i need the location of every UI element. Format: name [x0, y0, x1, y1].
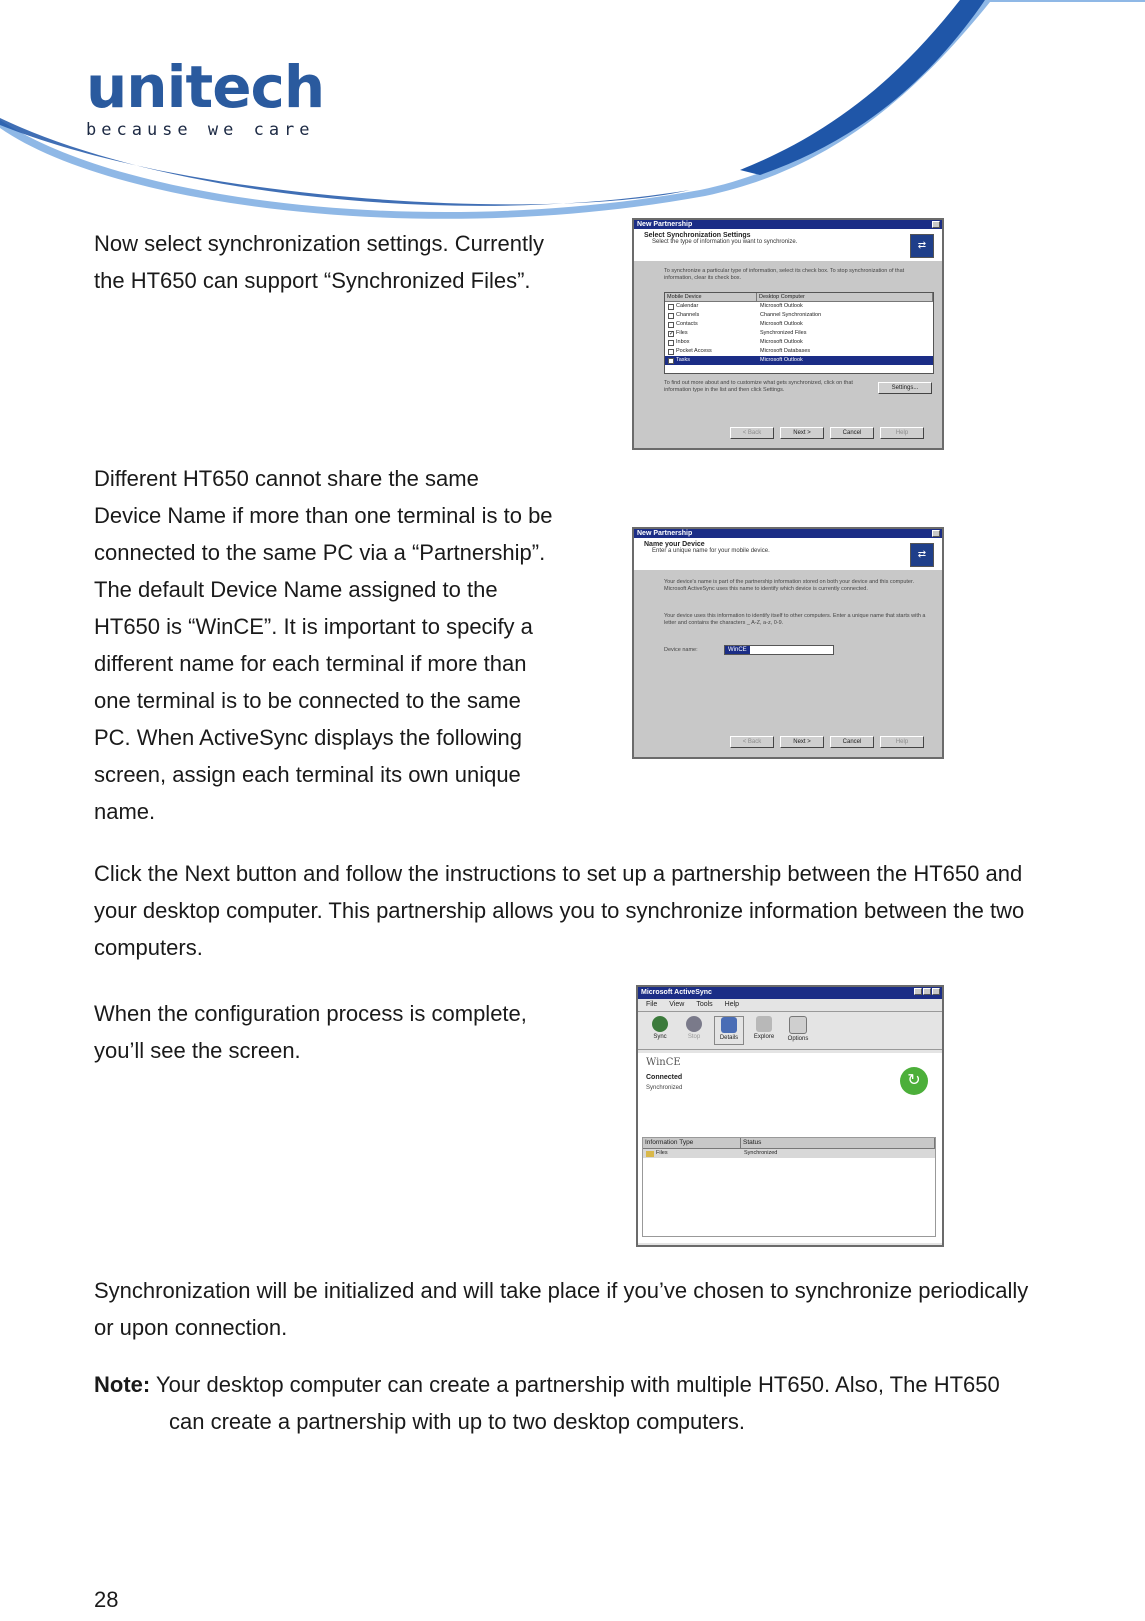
paragraph-sync-settings — [94, 225, 614, 299]
text-line: Device Name if more than one terminal is to be — [94, 503, 553, 528]
help-button[interactable]: Help — [880, 736, 924, 748]
text-line: or upon connection. — [94, 1315, 288, 1340]
menu-file[interactable]: File — [646, 1001, 658, 1008]
text-line: the HT650 can support “Synchronized Files”. — [94, 268, 531, 293]
dialog-intro-text: To synchronize a particular type of information, select its check box. To stop synchronization of that information, clear its check box. — [664, 268, 905, 281]
sync-icon: ⇄ — [910, 234, 934, 258]
text-line: computers. — [94, 935, 203, 960]
stop-icon — [686, 1016, 702, 1032]
device-name: WinCE — [646, 1057, 681, 1068]
text-line: one terminal is to be connected to the same — [94, 688, 521, 713]
checkbox[interactable] — [668, 358, 674, 364]
sync-types-table — [664, 292, 934, 374]
text-line: HT650 is “WinCE”. It is important to specify a — [94, 614, 533, 639]
checkbox-checked[interactable]: ✓ — [669, 330, 675, 337]
details-icon — [721, 1017, 737, 1033]
sync-icon: ⇄ — [910, 543, 934, 567]
device-name-value: WinCE — [725, 646, 750, 654]
note-line-indented: can create a partnership with up to two desktop computers. — [169, 1409, 745, 1434]
menu-tools[interactable]: Tools — [696, 1001, 713, 1008]
back-button[interactable]: < Back — [730, 736, 774, 748]
text-line: Now select synchronization settings. Currently — [94, 231, 544, 256]
note-block — [94, 1366, 1139, 1440]
options-tool-button[interactable]: Options — [784, 1016, 812, 1045]
back-button[interactable]: < Back — [730, 427, 774, 439]
maximize-icon — [923, 988, 931, 995]
note-text: Your desktop computer can create a partnership with multiple HT650. Also, The HT650 — [150, 1372, 1000, 1397]
text-line: The default Device Name assigned to the — [94, 577, 498, 602]
sync-status: Synchronized — [646, 1085, 683, 1091]
checkbox[interactable] — [668, 304, 674, 310]
help-button[interactable]: Help — [880, 427, 924, 439]
cancel-button[interactable]: Cancel — [830, 427, 874, 439]
connection-status: Connected — [646, 1074, 683, 1081]
settings-button[interactable]: Settings... — [878, 382, 932, 394]
table-header — [665, 293, 933, 302]
dialog-heading: Select Synchronization Settings — [644, 232, 751, 239]
text-line: name. — [94, 799, 156, 824]
column-header: Mobile Device — [665, 293, 757, 301]
table-row[interactable]: Files Synchronized — [643, 1149, 935, 1158]
next-button[interactable]: Next > — [780, 427, 824, 439]
dialog-title: New Partnership — [637, 530, 693, 537]
text-line: you’ll see the screen. — [94, 1038, 301, 1063]
text-line: PC. When ActiveSync displays the following — [94, 725, 522, 750]
next-button[interactable]: Next > — [780, 736, 824, 748]
cancel-button[interactable]: Cancel — [830, 736, 874, 748]
dialog-text: Your device uses this information to identify itself to other computers. Enter a unique name that starts with a letter and contains the characters _ A-Z, a-z, 0-9. — [664, 613, 926, 626]
sync-status-icon: ↻ — [900, 1067, 928, 1095]
text-line: Click the Next button and follow the instructions to set up a partnership between the HT650 and — [94, 861, 1023, 886]
column-header: Status — [741, 1138, 935, 1148]
table-header — [643, 1138, 935, 1149]
note-label: Note: — [94, 1372, 151, 1397]
checkbox[interactable] — [668, 313, 674, 319]
paragraph-device-name — [94, 460, 624, 830]
stop-tool-button[interactable]: Stop — [680, 1016, 708, 1045]
column-header: Information Type — [643, 1138, 741, 1148]
name-device-dialog-screenshot — [632, 527, 944, 759]
table-row-selected[interactable]: Tasks Microsoft Outlook — [665, 356, 933, 365]
menu-help[interactable]: Help — [724, 1001, 740, 1008]
sync-tool-button[interactable]: Sync — [646, 1016, 674, 1045]
table-row[interactable]: Pocket Access Microsoft Databases — [665, 347, 933, 356]
info-type-table — [642, 1137, 936, 1237]
text-line: different name for each terminal if more than — [94, 651, 527, 676]
dialog-titlebar — [634, 220, 942, 229]
text-line: Synchronization will be initialized and will take place if you’ve chosen to synchronize periodically — [94, 1278, 1029, 1303]
table-row[interactable]: ✓ Files Synchronized Files — [669, 330, 807, 337]
menu-bar — [638, 999, 942, 1012]
table-row[interactable]: Inbox Microsoft Outlook — [665, 338, 933, 347]
column-header: Desktop Computer — [757, 293, 933, 301]
dialog-header — [634, 538, 942, 570]
dialog-subheading: Enter a unique name for your mobile device. — [652, 548, 770, 554]
paragraph-next-button — [94, 855, 1139, 966]
close-icon — [932, 988, 940, 995]
dialog-footer-text: To find out more about and to customize what gets synchronized, click on that information type in the list and then click Settings. — [664, 380, 853, 393]
dialog-titlebar — [634, 529, 942, 538]
text-line: When the configuration process is complete, — [94, 1001, 527, 1026]
unitech-logo — [86, 53, 325, 140]
page-number: 28 — [94, 1587, 119, 1612]
table-row[interactable]: Channels Channel Synchronization — [665, 311, 933, 320]
close-icon — [932, 221, 940, 228]
dialog-text: Your device's name is part of the partnership information stored on both your device and this computer. Microsoft ActiveSync uses this name to identify which device is currently connected. — [664, 579, 915, 592]
window-titlebar — [638, 987, 942, 999]
toolbar — [638, 1012, 942, 1050]
paragraph-sync-initialized — [94, 1272, 1139, 1346]
minimize-icon — [914, 988, 922, 995]
menu-view[interactable]: View — [669, 1001, 685, 1008]
device-name-label: Device name: — [664, 647, 698, 653]
checkbox[interactable] — [668, 340, 674, 346]
text-line: your desktop computer. This partnership allows you to synchronize information between the two — [94, 898, 1025, 923]
logo-tagline: because we care — [86, 120, 315, 140]
options-icon — [789, 1016, 807, 1034]
sync-icon — [652, 1016, 668, 1032]
close-icon — [932, 530, 940, 537]
explore-icon — [756, 1016, 772, 1032]
explore-tool-button[interactable]: Explore — [750, 1016, 778, 1045]
dialog-header — [634, 229, 942, 261]
details-tool-button[interactable]: Details — [714, 1016, 744, 1045]
device-name-input[interactable] — [724, 645, 834, 655]
text-line: Different HT650 cannot share the same — [94, 466, 479, 491]
dialog-subheading: Select the type of information you want to synchronize. — [652, 239, 798, 245]
table-row[interactable]: Calendar Microsoft Outlook — [665, 302, 933, 311]
checkbox[interactable] — [668, 349, 674, 355]
folder-icon — [646, 1151, 654, 1157]
status-panel — [638, 1053, 942, 1243]
logo-wordmark: unitech — [86, 53, 325, 121]
paragraph-config-complete — [94, 995, 614, 1069]
activesync-window-screenshot — [636, 985, 944, 1247]
table-row[interactable]: Contacts Microsoft Outlook — [665, 320, 933, 329]
dialog-title: New Partnership — [637, 221, 693, 228]
sync-settings-dialog-screenshot — [632, 218, 944, 450]
dialog-heading: Name your Device — [644, 541, 705, 548]
window-title: Microsoft ActiveSync — [641, 989, 712, 996]
text-line: screen, assign each terminal its own unique — [94, 762, 521, 787]
checkbox[interactable] — [668, 322, 674, 328]
note-line — [94, 1366, 1139, 1403]
text-line: connected to the same PC via a “Partnership”. — [94, 540, 546, 565]
